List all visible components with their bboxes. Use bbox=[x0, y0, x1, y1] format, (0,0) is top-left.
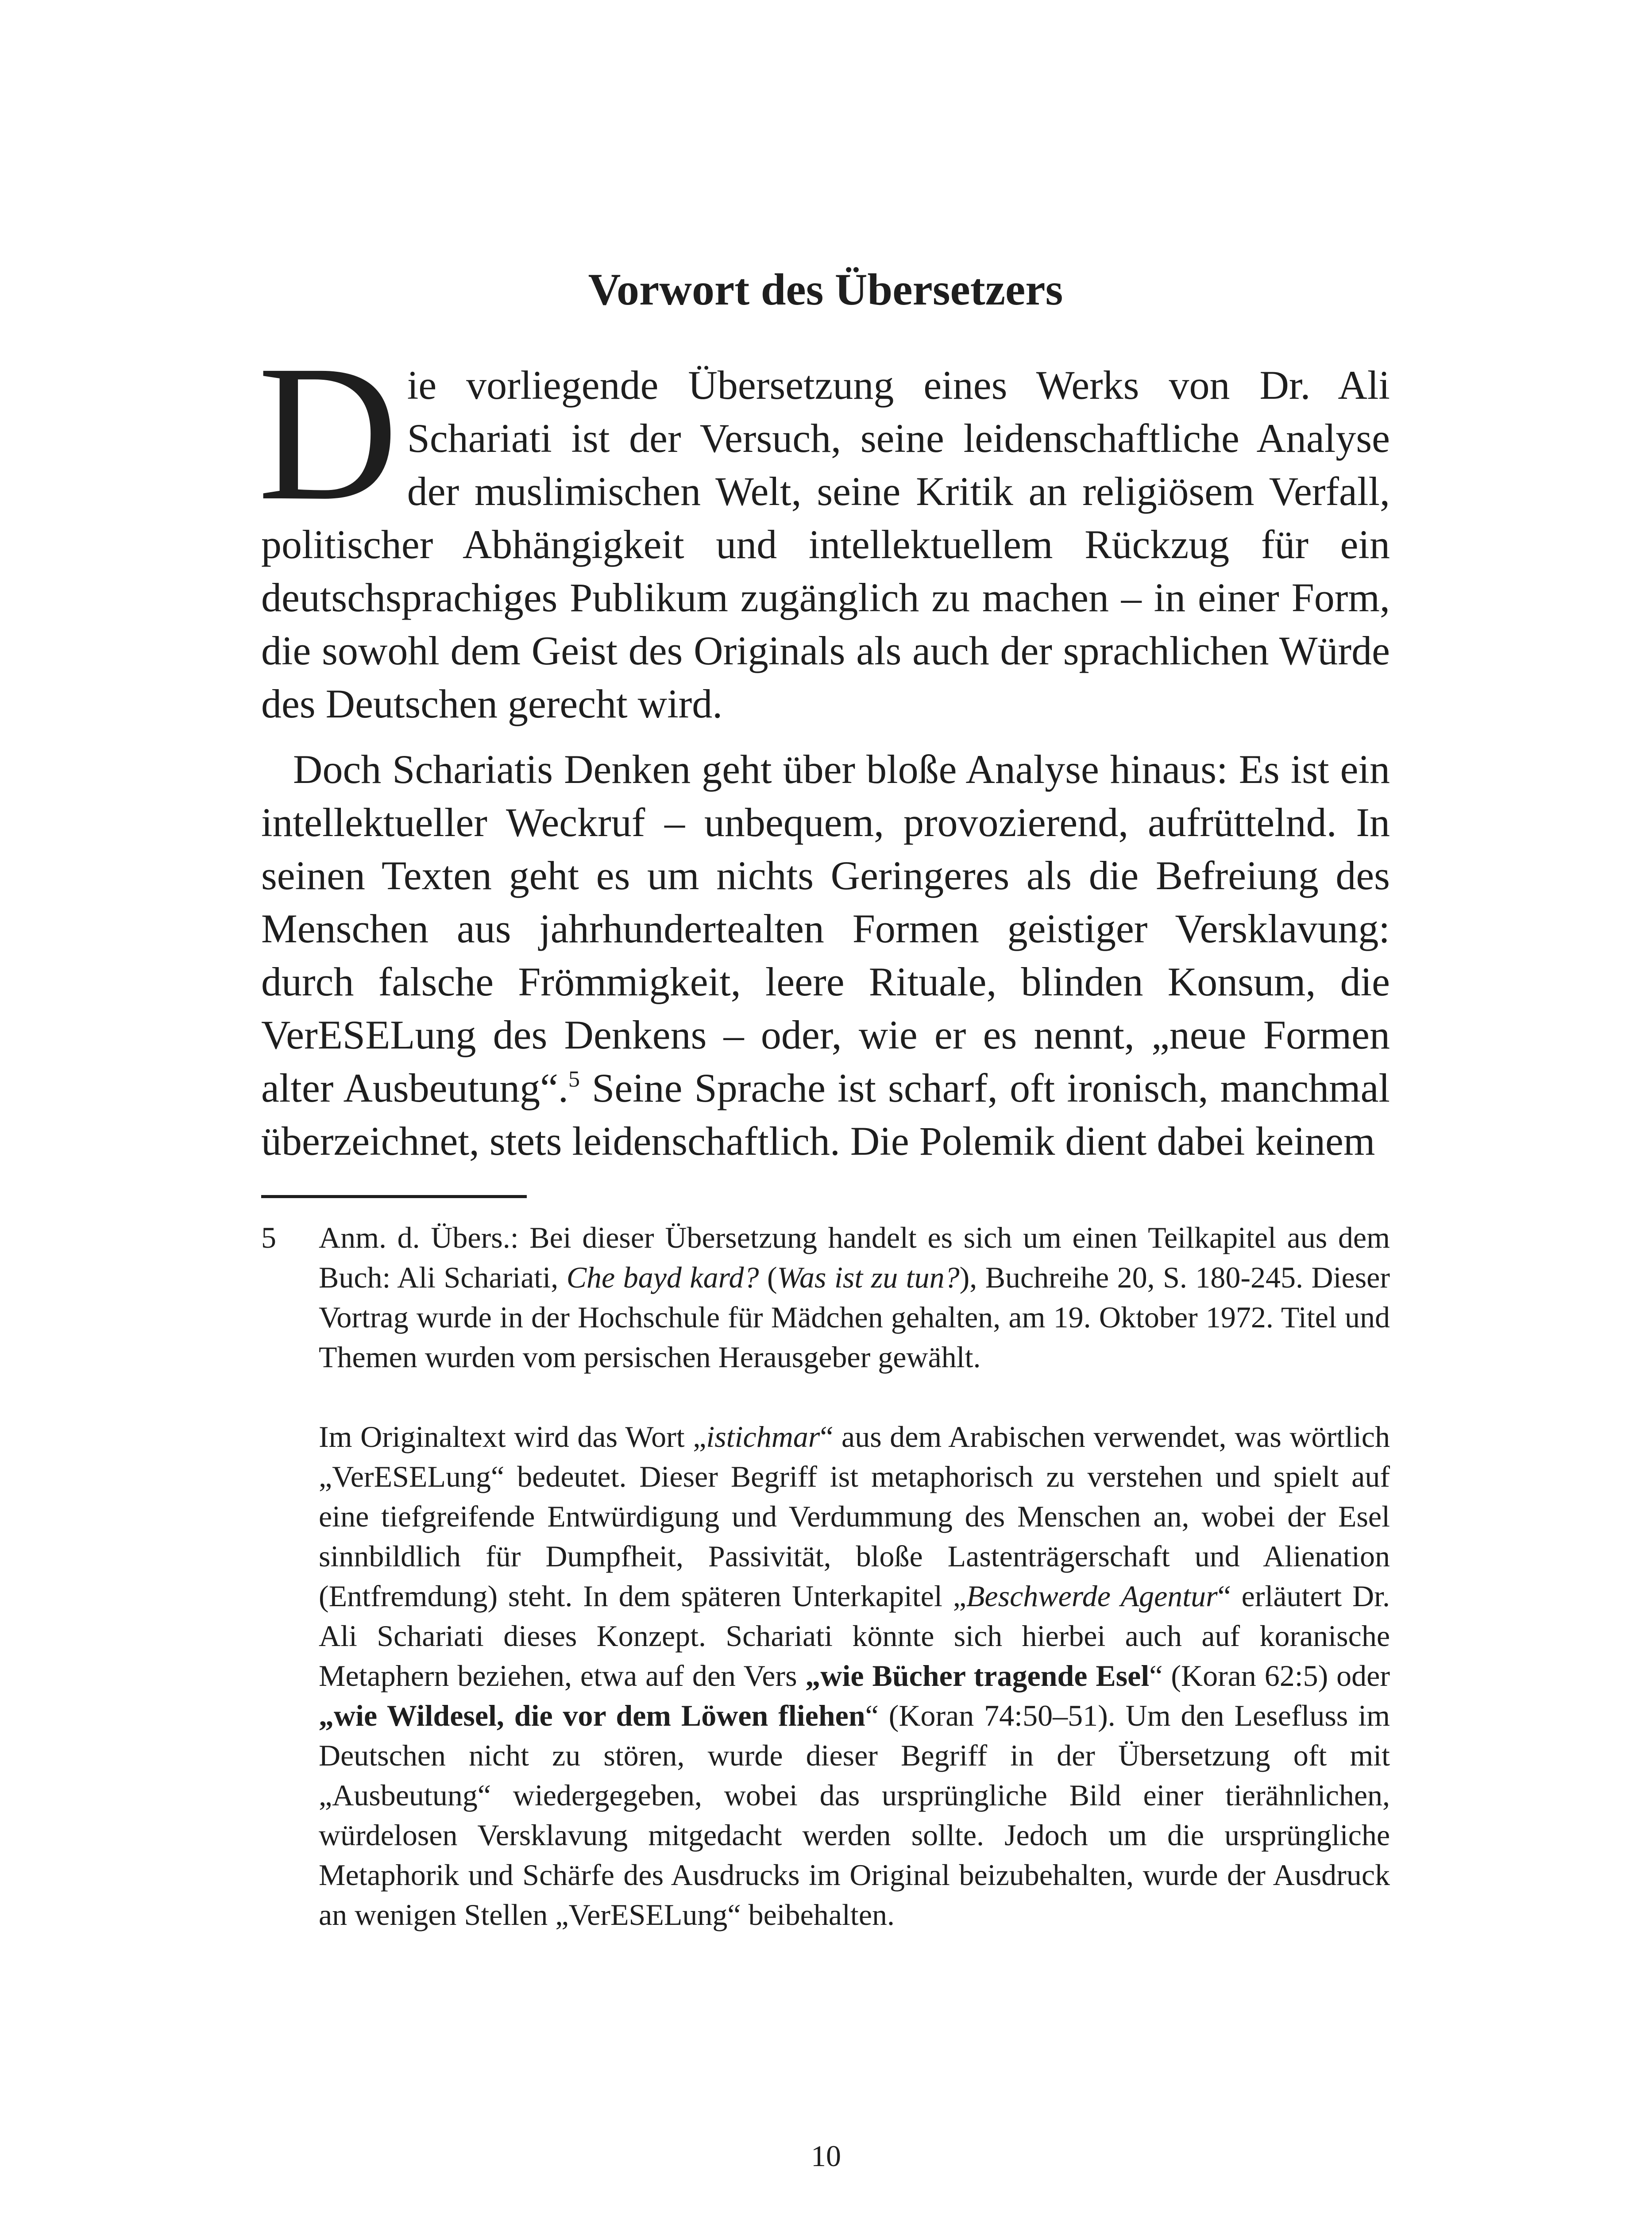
paragraph-1 bbox=[258, 325, 1390, 730]
footnote-p2-text-a: Im Originaltext wird das Wort „ bbox=[319, 1420, 706, 1453]
footnote-p2-text-i: “ (Koran 74:50–51). Um den Lesefluss im Deutschen nicht zu stören, wurde dieser Begriff in der Übersetzung oft mit „Ausbeutung“ wiedergegeben, wobei das ursprüngliche Bild einer tierähnlichen, würdelosen Versklavung mitgedacht werden sollte. Jedoch um die ursprüngliche Metaphorik und Schärfe des Ausdrucks im Original beizubehalten, wurde der Ausdruck an wenigen Stellen „VerESELung“ beibehalten. bbox=[319, 1699, 1390, 1932]
footnote-reference[interactable]: 5 bbox=[568, 1067, 580, 1092]
book-title-german: Was ist zu tun? bbox=[777, 1261, 960, 1294]
page-number: 10 bbox=[811, 2139, 841, 2173]
footnote-number: 5 bbox=[261, 1221, 276, 1254]
footnote-p2-text-g: “ (Koran 62:5) oder bbox=[1149, 1659, 1390, 1693]
footnote-paragraph-2 bbox=[319, 1417, 1390, 1935]
paragraph-1-text: ie vorliegende Übersetzung eines Werks von Dr. Ali Schariati ist der Versuch, seine leidenschaftliche Analyse der muslimischen Welt, seine Kritik an religiösem Verfall, politischer Abhängigkeit und intellektuellem Rückzug für ein deutschsprachiges Publikum zugänglich zu machen – in einer Form, die sowohl dem Geist des Originals als auch der sprachlichen Würde des Deutschen gerecht wird. bbox=[261, 362, 1390, 726]
footnote-p2-text-c: “ aus dem Arabischen verwendet, was wörtlich „VerESELung“ bedeutet. Dieser Begriff ist metaphorisch zu verstehen und spielt auf eine tiefgreifende Entwürdigung und Verdummung des Menschen an, wobei der Esel sinnbildlich für Dumpfheit, Passivität, bloße Lastenträgerschaft und Alienation (Entfremdung) steht. In dem späteren Unterkapitel „ bbox=[319, 1420, 1390, 1613]
paragraph-2-text-after-ref: Seine Sprache ist scharf, oft ironisch, manchmal überzeichnet, stets leidenschaftlich. Die Polemik dient dabei keinem bbox=[261, 1065, 1390, 1164]
drop-cap: D bbox=[258, 325, 398, 541]
paragraph-2 bbox=[261, 743, 1390, 1168]
term-istichmar: istichmar bbox=[706, 1420, 820, 1453]
subchapter-title: Beschwerde Agentur bbox=[966, 1579, 1218, 1613]
footnote-p1-text-c: ( bbox=[759, 1261, 777, 1294]
footnote-p1-text-e: ), Buchreihe 20, S. 180-245. Dieser Vortrag wurde in der Hochschule für Mädchen gehalten, am 19. Oktober 1972. Titel und Themen wurden vom persischen Herausgeber gewählt. bbox=[319, 1261, 1390, 1374]
footnote-divider bbox=[261, 1195, 527, 1198]
footnote-p2-text-e: “ erläutert Dr. Ali Schariati dieses Konzept. Schariati könnte sich hierbei auch auf koranische Metaphern beziehen, etwa auf den Vers bbox=[319, 1579, 1390, 1693]
paragraph-2-text-before-ref: Doch Schariatis Denken geht über bloße Analyse hinaus: Es ist ein intellektueller Weckruf – unbequem, provozierend, aufrüttelnd. In seinen Texten geht es um nichts Geringeres als die Befreiung des Menschen aus jahrhundertealten Formen geistiger Versklavung: durch falsche Frömmigkeit, leere Rituale, blinden Konsum, die VerESELung des Denkens – oder, wie er es nennt, „neue Formen alter Ausbeutung“. bbox=[261, 747, 1390, 1110]
footnote-5 bbox=[261, 1218, 1390, 1935]
book-title-persian: Che bayd kard? bbox=[566, 1261, 759, 1294]
quran-quote-2: „wie Wildesel, die vor dem Löwen fliehen bbox=[319, 1699, 865, 1732]
page-content bbox=[258, 261, 1390, 1935]
chapter-title: Vorwort des Übersetzers bbox=[588, 265, 1063, 315]
footnote-p1-text-a: Anm. d. Übers.: Bei dieser Übersetzung handelt es sich um einen Teilkapitel aus dem Buch: Ali Schariati, bbox=[319, 1221, 1390, 1294]
quran-quote-1: „wie Bücher tragende Esel bbox=[805, 1659, 1150, 1693]
footnote-paragraph-1 bbox=[319, 1218, 1390, 1377]
